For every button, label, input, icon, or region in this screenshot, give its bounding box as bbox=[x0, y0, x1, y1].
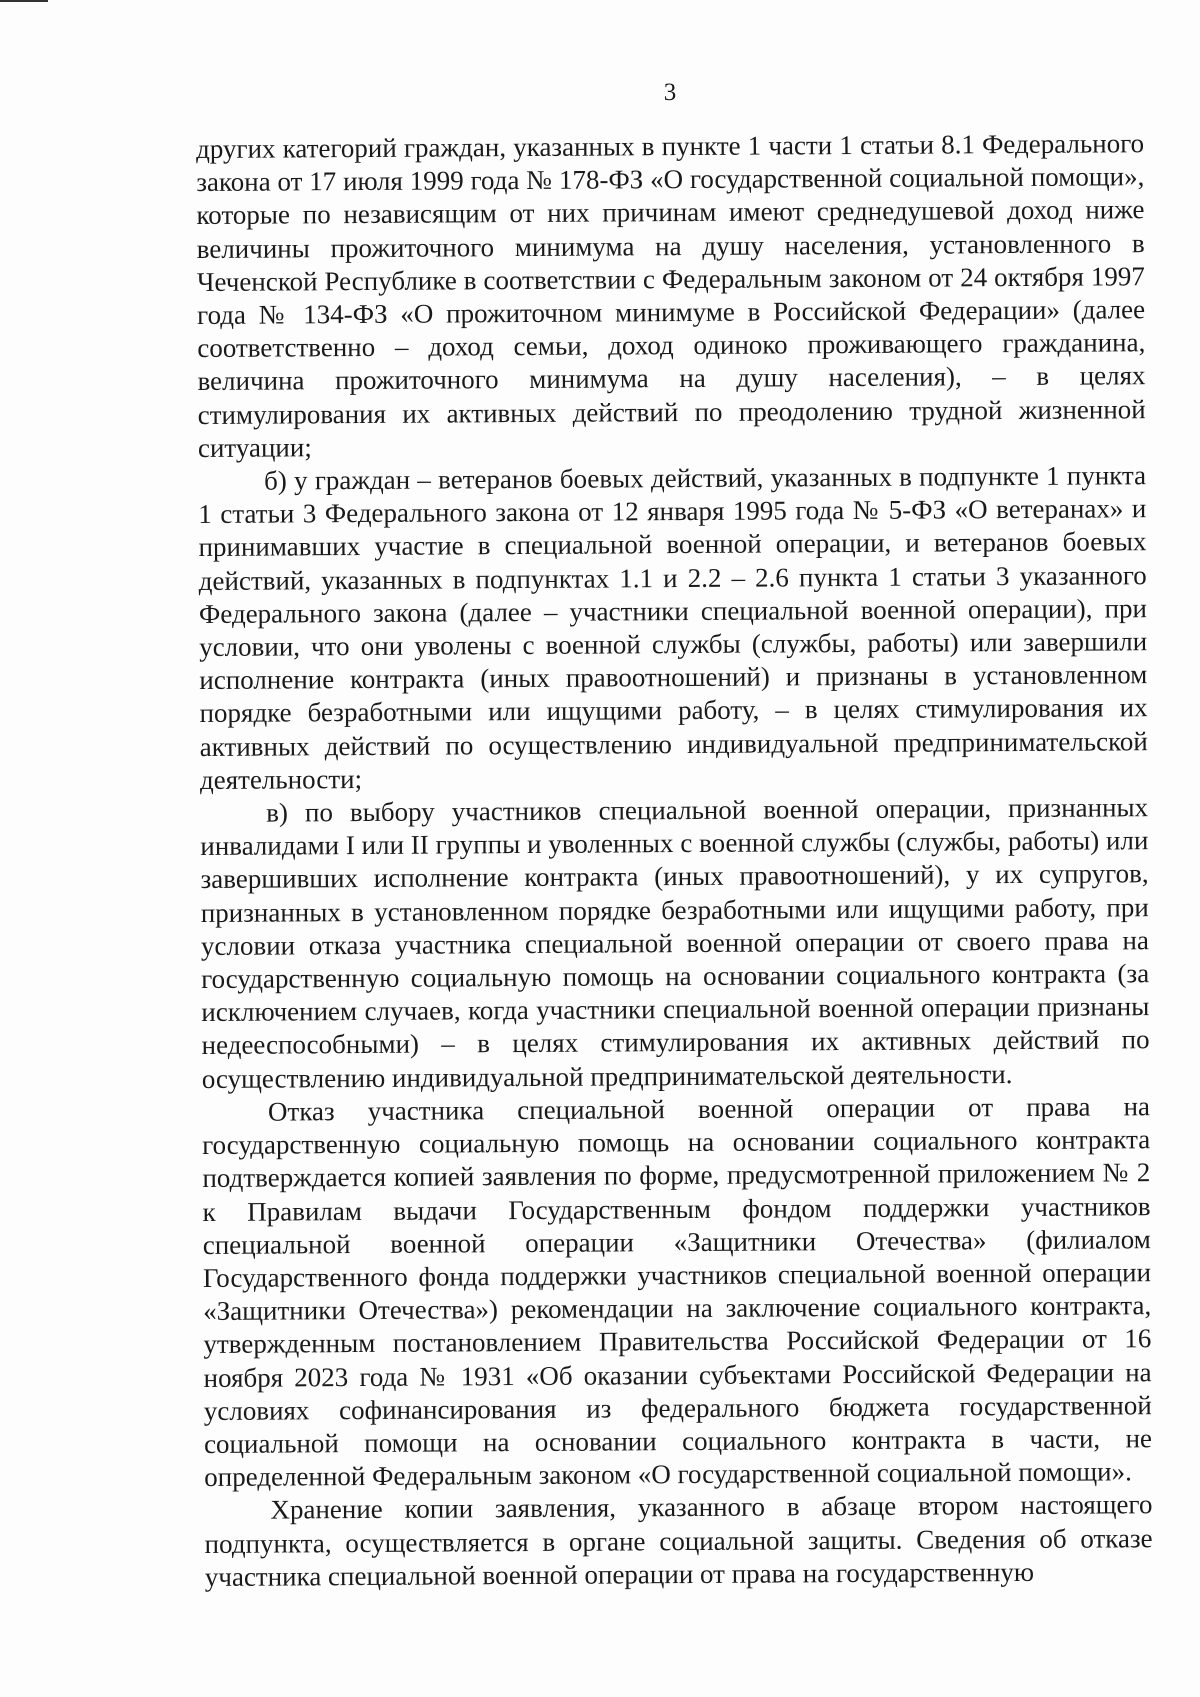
paragraph-a-continuation: других категорий граждан, указанных в пункте 1 части 1 статьи 8.1 Федерального закона от 17 июля 1999 года № 178-ФЗ «О государственной социальной помощи», которые по независящим от них причинам имеют среднедушевой доход ниже величины прожиточного минимума на душу населения, установленного в Чеченской Республике в соответствии с Федеральным законом от 24 октября 1997 года № 134-ФЗ «О прожиточном минимуме в Российской Федерации» (далее соответственно – доход семьи, доход одиноко проживающего гражданина, величина прожиточного минимума на душу населения), – в целях стимулирования их активных действий по преодолению трудной жизненной ситуации; bbox=[196, 128, 1146, 463]
scan-corner-mark bbox=[0, 0, 48, 8]
paragraph-b: б) у граждан – ветеранов боевых действий, указанных в подпункте 1 пункта 1 статьи 3 Федерального закона от 12 января 1995 года № 5-ФЗ «О ветеранах» и принимавших участие в специальной военной операции, и ветеранов боевых действий, указанных в подпунктах 1.1 и 2.2 – 2.6 пункта 1 статьи 3 указанного Федерального закона (далее – участники специальной военной операции), при условии, что они уволены с военной службы (службы, работы) или завершили исполнение контракта (иных правоотношений) и признаны в установленном порядке безработными или ищущими работу, – в целях стимулирования их активных действий по осуществлению индивидуальной предпринимательской деятельности; bbox=[198, 460, 1148, 795]
document-body bbox=[196, 127, 1153, 1594]
paragraph-storage: Хранение копии заявления, указанного в абзаце втором настоящего подпункта, осуществляется в органе социальной защиты. Сведения об отказе участника специальной военной операции от права на государственную bbox=[204, 1489, 1153, 1592]
paragraph-v: в) по выбору участников специальной военной операции, признанных инвалидами I или II группы и уволенных с военной службы (службы, работы) или завершивших исполнение контракта (иных правоотношений), у их супругов, признанных в установленном порядке безработными или ищущими работу, при условии отказа участника специальной военной операции от своего права на государственную социальную помощь на основании социального контракта (за исключением случаев, когда участники специальной военной операции признаны недееспособными) – в целях стимулирования их активных действий по осуществлению индивидуальной предпринимательской деятельности. bbox=[200, 792, 1150, 1094]
paragraph-refusal: Отказ участника специальной военной операции от права на государственную социальную помощь на основании социального контракта подтверждается копией заявления по форме, предусмотренной приложением № 2 к Правилам выдачи Государственным фондом поддержки участников специальной военной операции «Защитники Отечества» (филиалом Государственного фонда поддержки участников специальной военной операции «Защитники Отечества») рекомендации на заключение социального контракта, утвержденным постановлением Правительства Российской Федерации от 16 ноября 2023 года № 1931 «Об оказании субъектами Российской Федерации на условиях софинансирования из федерального бюджета государственной социальной помощи на основании социального контракта в части, не определенной Федеральным законом «О государственной социальной помощи». bbox=[202, 1091, 1153, 1493]
page-number: 3 bbox=[663, 79, 677, 106]
